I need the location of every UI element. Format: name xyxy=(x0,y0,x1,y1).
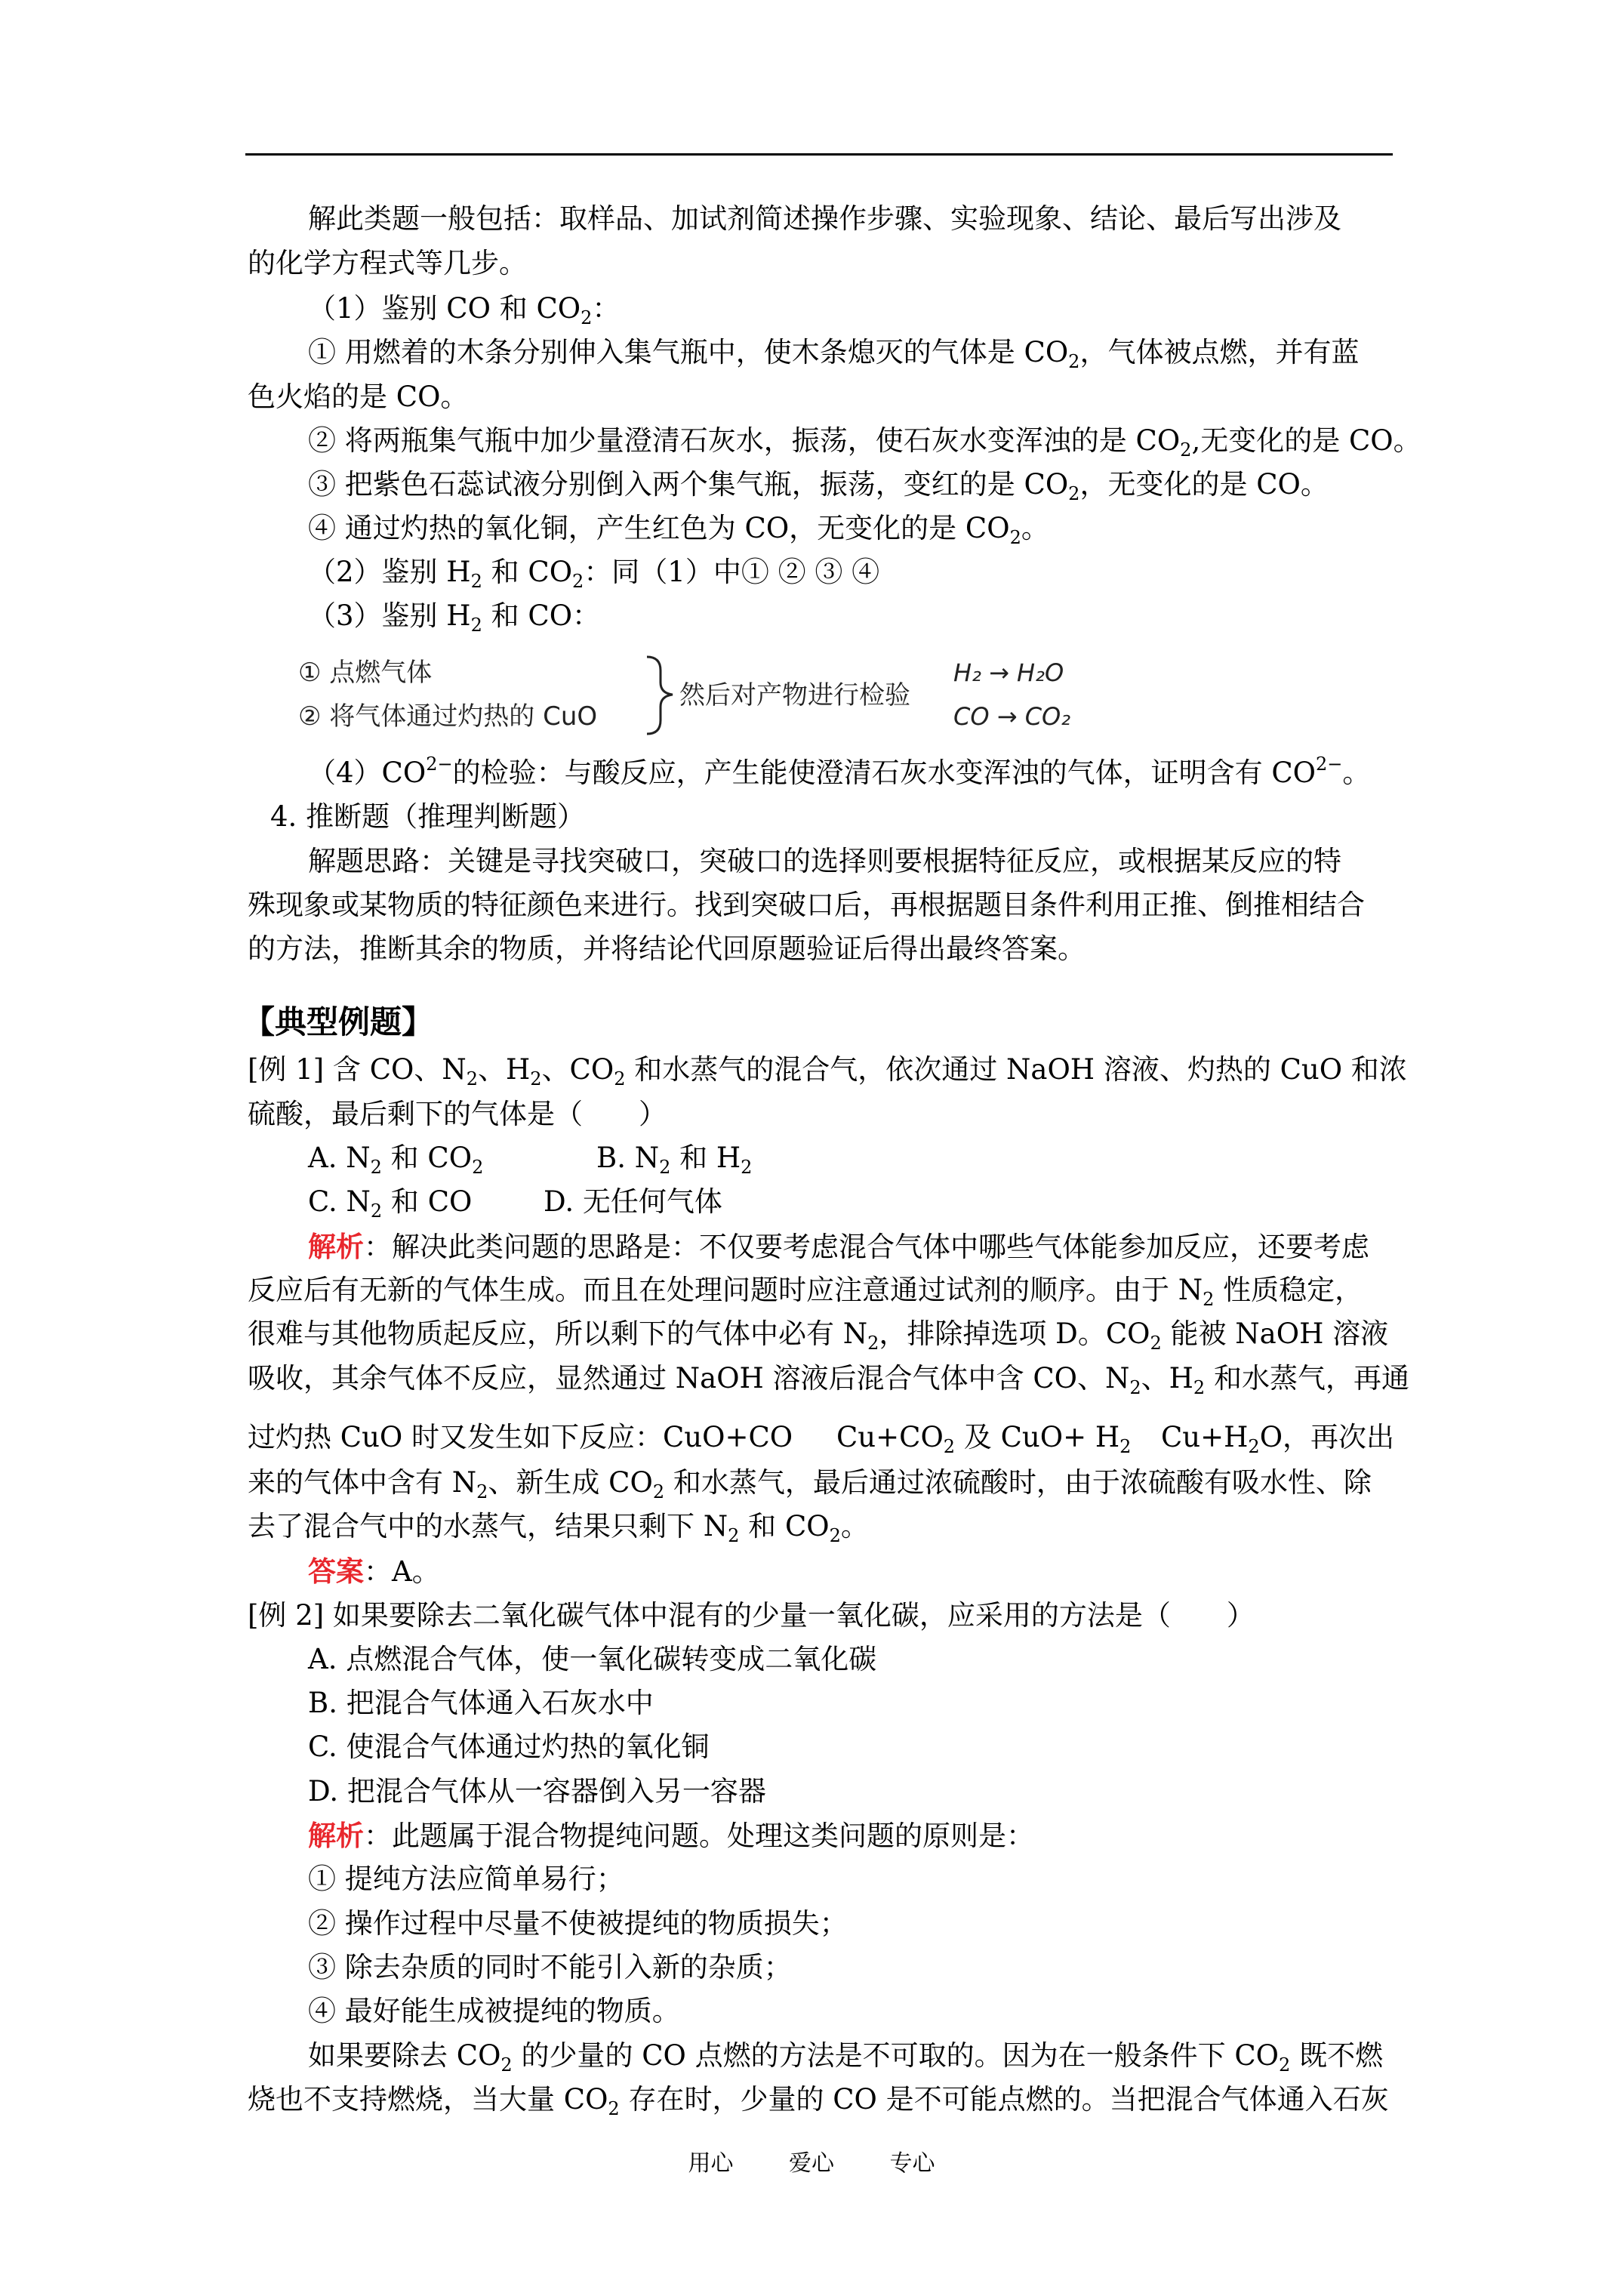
text-line: ① 用燃着的木条分别伸入集气瓶中，使木条熄灭的气体是 $CO_2$，气体被点燃，并有蓝 xyxy=(308,336,1360,372)
brace-shape xyxy=(647,657,673,734)
footer-item: 专心 xyxy=(889,2150,935,2177)
footer-item: 爱心 xyxy=(789,2150,834,2177)
option-line: D. 无任何气体 xyxy=(544,1185,722,1218)
text-line: [例 2] 如果要除去二氧化碳气体中混有的少量一氧化碳，应采用的方法是（ ） xyxy=(248,1599,1255,1632)
identification-diagram xyxy=(298,649,1113,740)
text-line: 反应后有无新的气体生成。而且在处理问题时应注意通过试剂的顺序。由于 $N_2$ 性质稳定， xyxy=(248,1274,1363,1310)
header-rule xyxy=(245,153,1393,156)
text-line: 答案：A。 xyxy=(308,1555,440,1588)
text-line: 来的气体中含有 $N_2$、新生成 $CO_2$ 和水蒸气，最后通过浓硫酸时，由于浓硫酸有吸水性、除 xyxy=(248,1466,1372,1502)
text-line: 4. 推断题（推理判断题） xyxy=(270,800,586,833)
text-line: 吸收，其余气体不反应，显然通过 NaOH 溶液后混合气体中含 CO、$N_2$、$H_2$ 和水蒸气，再通 xyxy=(248,1362,1409,1398)
option-line: B. 把混合气体通入石灰水中 xyxy=(308,1687,654,1719)
text-line: 解此类题一般包括：取样品、加试剂简述操作步骤、实验现象、结论、最后写出涉及 xyxy=(308,202,1341,235)
text-line: $Cu+CO_2$ 及 $CuO+ H_2$ xyxy=(836,1421,1132,1457)
answer-label: 答案 xyxy=(308,1555,364,1588)
text-line: ③ 除去杂质的同时不能引入新的杂质； xyxy=(308,1951,792,1983)
figure-reaction-1: H₂ → H₂O xyxy=(953,658,1064,687)
text-line: $Cu+H_2O$，再次出 xyxy=(1161,1421,1395,1457)
text-line: ② 将两瓶集气瓶中加少量澄清石灰水，振荡，使石灰水变浑浊的是 $CO_2$,无变化的是 CO。 xyxy=(308,424,1421,461)
text-line: 去了混合气中的水蒸气，结果只剩下 $N_2$ 和 $CO_2$。 xyxy=(248,1510,869,1546)
text-line: 色火焰的是 CO。 xyxy=(248,381,469,413)
option-line: D. 把混合气体从一容器倒入另一容器 xyxy=(308,1775,766,1808)
page-footer xyxy=(0,2144,1623,2177)
figure-line-2: ② 将气体通过灼热的 CuO xyxy=(298,701,598,732)
text-line: ③ 把紫色石蕊试液分别倒入两个集气瓶，振荡，变红的是 $CO_2$，无变化的是 CO。 xyxy=(308,468,1329,504)
text-line: 解析：此题属于混合物提纯问题。处理这类问题的原则是： xyxy=(308,1819,1034,1852)
option-line: A. 点燃混合气体，使一氧化碳转变成二氧化碳 xyxy=(308,1643,877,1675)
text-line: $(4)CO^{2-}$的检验：与酸反应，产生能使澄清石灰水变浑浊的气体，证明含有 $CO^{2-}$。 xyxy=(308,754,1371,789)
text-line: （2）鉴别 $H_2$ 和 $CO_2$：同（1）中① ② ③ ④ xyxy=(308,556,880,592)
text-line: 的化学方程式等几步。 xyxy=(248,247,527,279)
text-line: 硫酸，最后剩下的气体是（ ） xyxy=(248,1098,667,1130)
text-line: 烧也不支持燃烧，当大量 $CO_2$ 存在时，少量的 CO 是不可能点燃的。当把混合气体通入石灰 xyxy=(248,2083,1389,2119)
text-line: 解题思路：关键是寻找突破口，突破口的选择则要根据特征反应，或根据某反应的特 xyxy=(308,845,1341,877)
text-line: 很难与其他物质起反应，所以剩下的气体中必有 $N_2$，排除掉选项 D。$CO_2$ 能被 NaOH 溶液 xyxy=(248,1318,1389,1354)
figure-reaction-2: CO → CO₂ xyxy=(953,702,1071,731)
text-line: ② 操作过程中尽量不使被提纯的物质损失； xyxy=(308,1907,848,1940)
option-line: C. 使混合气体通过灼热的氧化铜 xyxy=(308,1730,710,1763)
section-heading: 【典型例题】 xyxy=(243,1003,434,1040)
text-line: （1）鉴别 CO 和 $CO_2$： xyxy=(308,292,621,328)
text-line: ① 提纯方法应简单易行； xyxy=(308,1863,624,1895)
footer-item: 用心 xyxy=(688,2150,734,2177)
analysis-label: 解析 xyxy=(308,1819,364,1852)
text-line: [例 1] 含 CO、$N_2$、$H_2$、$CO_2$ 和水蒸气的混合气，依次通过 NaOH 溶液、灼热的 CuO 和浓 xyxy=(248,1053,1407,1089)
figure-middle: 然后对产物进行检验 xyxy=(679,680,910,710)
figure-line-1: ① 点燃气体 xyxy=(298,658,433,688)
text-line: 过灼热 CuO 时又发生如下反应：CuO+CO xyxy=(248,1421,793,1453)
text-line: 解析：解决此类问题的思路是：不仅要考虑混合气体中哪些气体能参加反应，还要考虑 xyxy=(308,1230,1369,1263)
option-line: A. $N_2$ 和 $CO_2$ xyxy=(308,1142,484,1178)
text-line: （3）鉴别 $H_2$ 和 CO： xyxy=(308,599,601,636)
analysis-label: 解析 xyxy=(308,1230,364,1263)
text-line: 如果要除去 $CO_2$ 的少量的 CO 点燃的方法是不可取的。因为在一般条件下 $CO_2$ 既不燃 xyxy=(308,2039,1384,2076)
text-line: 的方法，推断其余的物质，并将结论代回原题验证后得出最终答案。 xyxy=(248,932,1086,965)
text-line: ④ 最好能生成被提纯的物质。 xyxy=(308,1995,680,2027)
option-line: C. $N_2$ 和 CO xyxy=(308,1185,473,1222)
option-line: B. $N_2$ 和 $H_2$ xyxy=(596,1142,753,1178)
text-line: 殊现象或某物质的特征颜色来进行。找到突破口后，再根据题目条件利用正推、倒推相结合 xyxy=(248,889,1365,921)
text-line: ④ 通过灼热的氧化铜，产生红色为 CO，无变化的是 $CO_2$。 xyxy=(308,512,1049,548)
